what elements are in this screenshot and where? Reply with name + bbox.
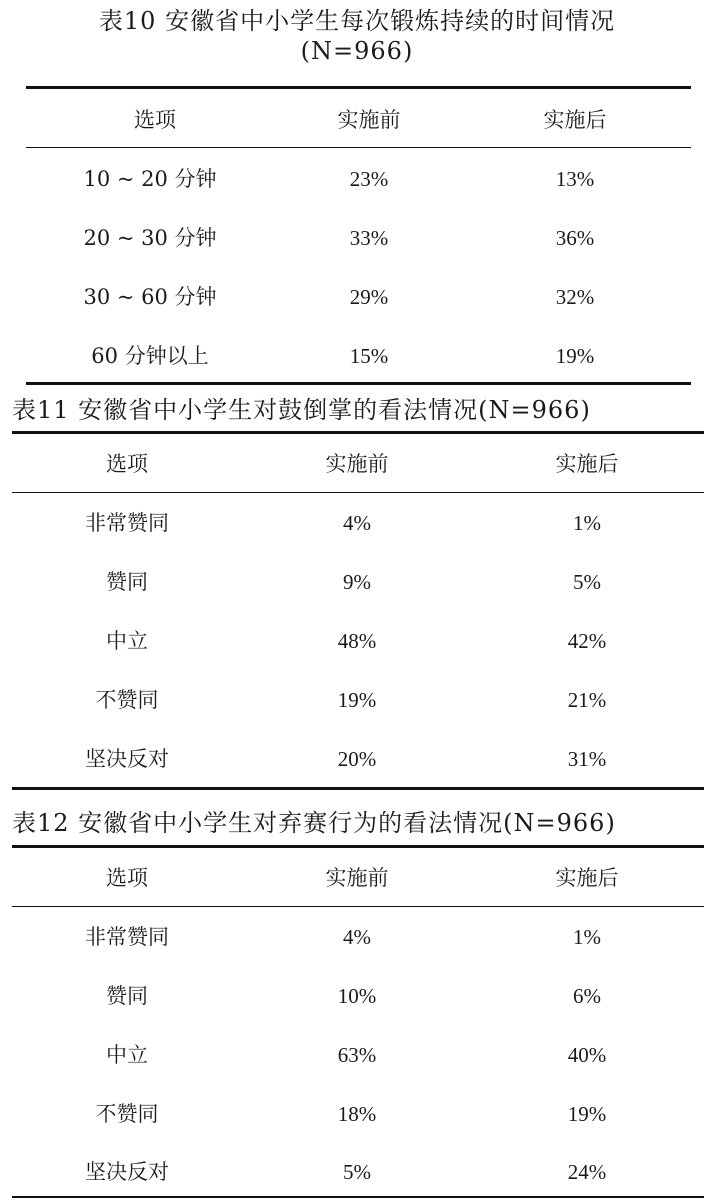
table-10-row-1-option: 10 ~ 20 分钟 <box>83 167 217 191</box>
table-10-caption <box>0 6 714 66</box>
table-12-row-2-after: 6% <box>573 984 601 1008</box>
table-12-row-1-after: 1% <box>573 925 601 949</box>
table-11-row-5-before: 20% <box>337 747 377 771</box>
table-11-row-4-option: 不赞同 <box>95 688 159 712</box>
table-10-row-4-option: 60 分钟以上 <box>91 344 209 368</box>
table-10-row-2-before: 33% <box>349 226 389 250</box>
table-12-row-2-before: 10% <box>337 984 377 1008</box>
table-12-row-3-option: 中立 <box>106 1043 148 1067</box>
table-12-bottom-rule <box>12 1196 704 1198</box>
table-12-row-3-before: 63% <box>337 1043 377 1067</box>
table-10-header-rule <box>26 147 691 148</box>
table-12-header-option: 选项 <box>106 866 148 890</box>
table-11-row-3-after: 42% <box>567 629 607 653</box>
table-10-header-before: 实施前 <box>337 108 401 132</box>
table-10-row-1-before: 23% <box>349 167 389 191</box>
table-12-row-4-before: 18% <box>337 1102 377 1126</box>
table-10-header-option: 选项 <box>134 108 176 132</box>
table-11-row-2-after: 5% <box>573 570 601 594</box>
table-10-row-3-after: 32% <box>555 285 595 309</box>
table-11-row-2-option: 赞同 <box>106 570 148 594</box>
table-11-row-5-option: 坚决反对 <box>85 747 169 771</box>
table-12-row-5-before: 5% <box>343 1160 371 1184</box>
table-10-caption-n: (N=966) <box>300 37 414 65</box>
table-11-header-rule <box>12 492 704 493</box>
table-12-row-1-option: 非常赞同 <box>85 925 169 949</box>
table-12-row-1-before: 4% <box>343 925 371 949</box>
table-10-row-4-after: 19% <box>555 344 595 368</box>
table-11-top-rule <box>12 431 704 434</box>
table-12-header-before: 实施前 <box>325 866 389 890</box>
table-12-header-rule <box>12 906 704 907</box>
table-11-row-4-before: 19% <box>337 688 377 712</box>
table-11-header-before: 实施前 <box>325 452 389 476</box>
table-10-row-1-after: 13% <box>555 167 595 191</box>
table-10-caption-title: 表10 安徽省中小学生每次锻炼持续的时间情况 <box>98 7 616 35</box>
table-10-row-2-option: 20 ~ 30 分钟 <box>83 226 217 250</box>
table-12-top-rule <box>12 845 704 848</box>
table-11-row-2-before: 9% <box>343 570 371 594</box>
table-11-bottom-rule <box>12 787 704 790</box>
table-10-row-4-before: 15% <box>349 344 389 368</box>
table-10-bottom-rule <box>26 382 691 385</box>
table-11-row-1-before: 4% <box>343 511 371 535</box>
table-12-caption: 表12 安徽省中小学生对弃赛行为的看法情况(N=966) <box>12 809 616 837</box>
table-12-row-4-after: 19% <box>567 1102 607 1126</box>
table-12-header-after: 实施后 <box>555 866 619 890</box>
table-11-header-after: 实施后 <box>555 452 619 476</box>
table-10-row-2-after: 36% <box>555 226 595 250</box>
table-11-row-4-after: 21% <box>567 688 607 712</box>
table-11-row-3-option: 中立 <box>106 629 148 653</box>
table-10-row-3-option: 30 ~ 60 分钟 <box>83 285 217 309</box>
table-10-row-3-before: 29% <box>349 285 389 309</box>
table-12-row-2-option: 赞同 <box>106 984 148 1008</box>
table-11-row-3-before: 48% <box>337 629 377 653</box>
table-11-caption: 表11 安徽省中小学生对鼓倒掌的看法情况(N=966) <box>12 396 591 424</box>
table-11-header-option: 选项 <box>106 452 148 476</box>
table-10-top-rule <box>26 86 691 89</box>
table-12-row-4-option: 不赞同 <box>95 1102 159 1126</box>
table-12-row-5-after: 24% <box>567 1160 607 1184</box>
table-11-row-1-option: 非常赞同 <box>85 511 169 535</box>
table-10-header-after: 实施后 <box>543 108 607 132</box>
table-11-row-1-after: 1% <box>573 511 601 535</box>
table-11-row-5-after: 31% <box>567 747 607 771</box>
table-12-row-3-after: 40% <box>567 1043 607 1067</box>
table-12-row-5-option: 坚决反对 <box>85 1160 169 1184</box>
